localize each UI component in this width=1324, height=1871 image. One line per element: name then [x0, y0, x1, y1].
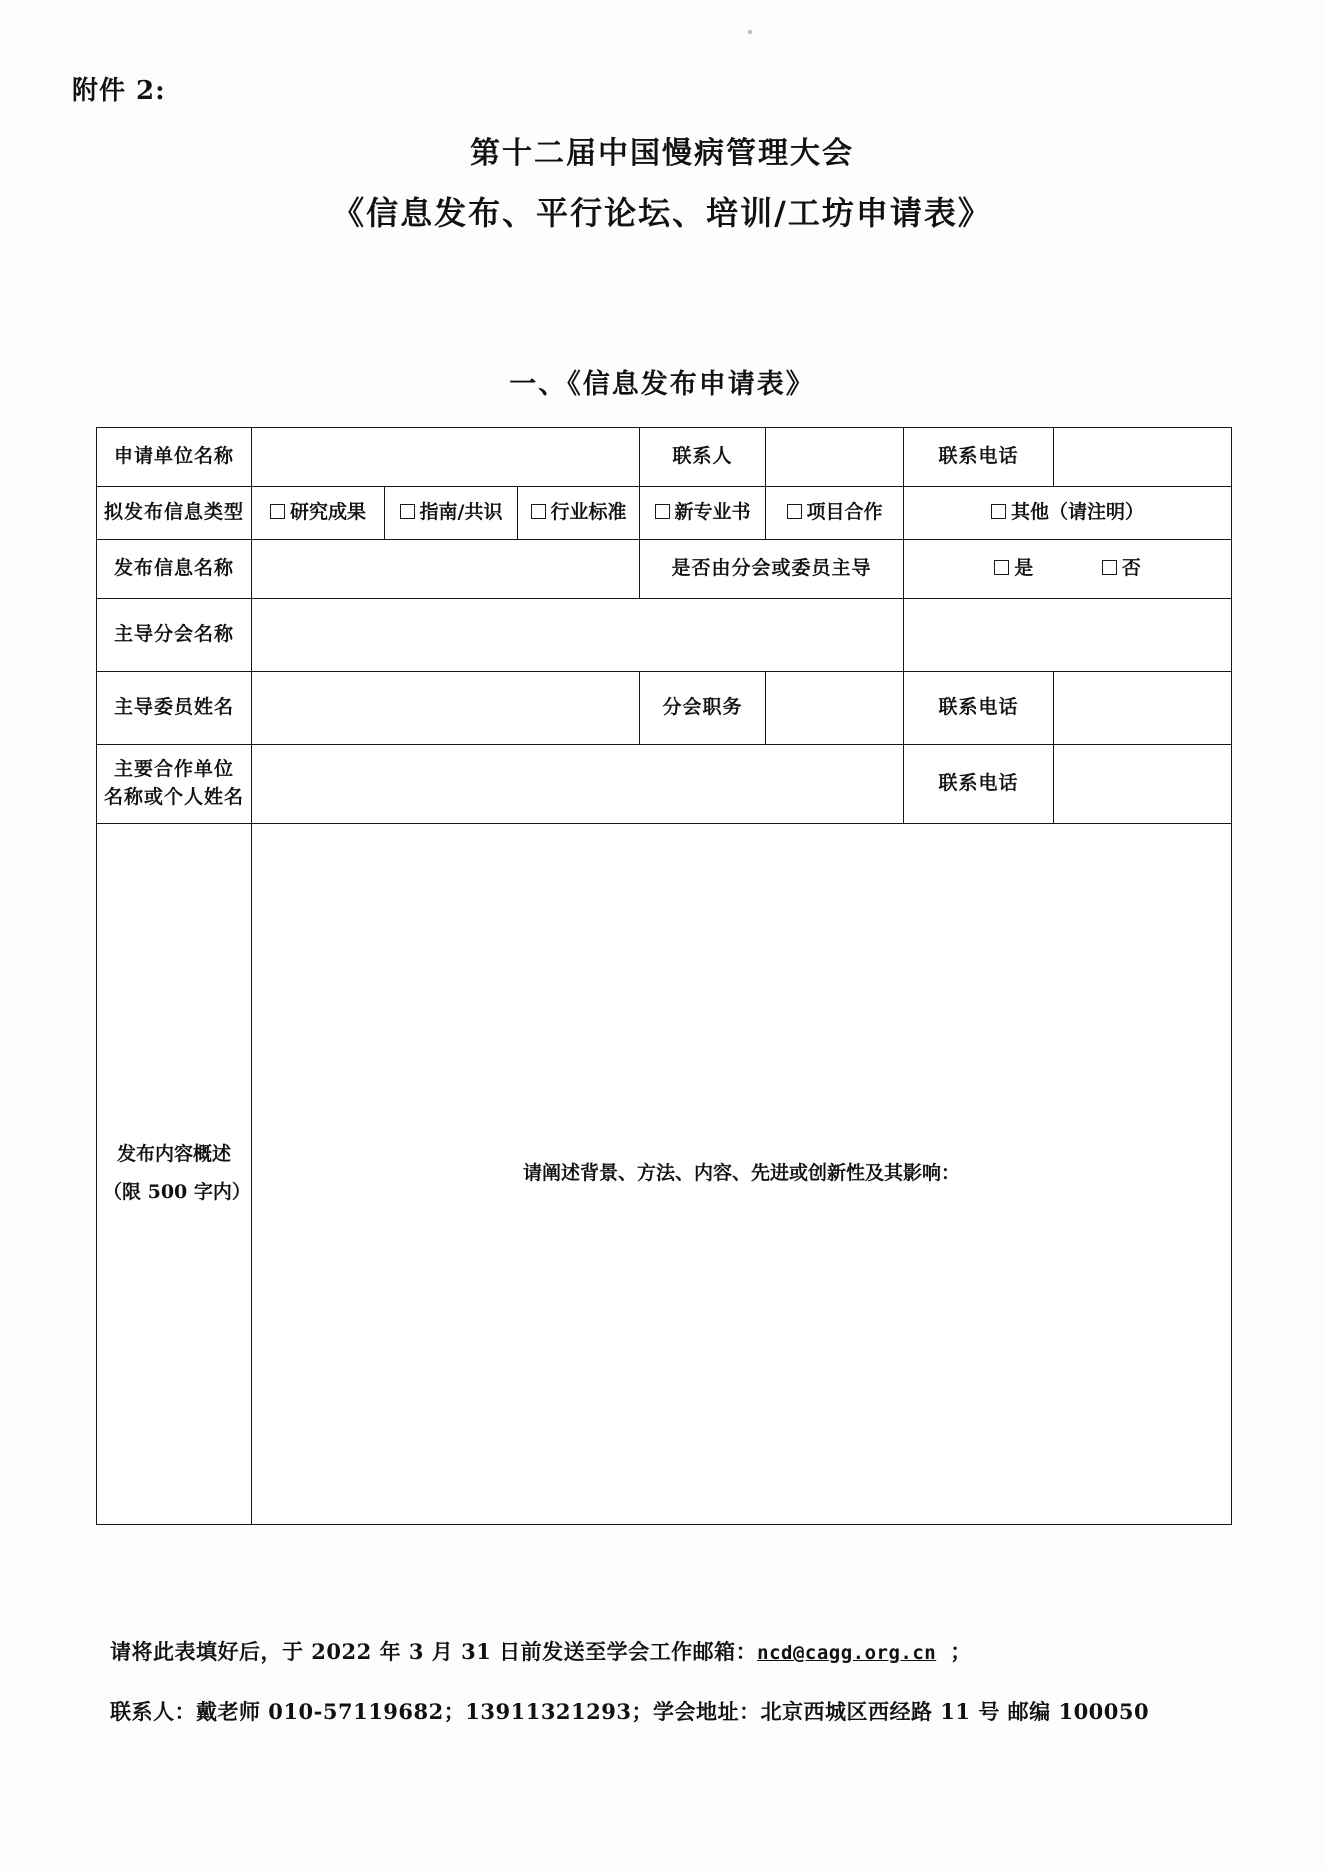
cell-label-info-type: 拟发布信息类型 [97, 487, 252, 540]
checkbox-label: 新专业书 [674, 501, 751, 524]
checkbox-icon[interactable] [991, 504, 1006, 519]
checkbox-option-project-cooperation[interactable] [766, 487, 904, 540]
cell-label-led-by-branch: 是否由分会或委员主导 [640, 540, 904, 599]
footer [110, 1636, 1230, 1756]
section-heading: 一、《信息发布申请表》 [509, 369, 815, 400]
table-row [97, 745, 1232, 824]
cell-value-partner-phone[interactable] [1054, 745, 1232, 824]
cell-label-applicant-unit: 申请单位名称 [97, 428, 252, 487]
checkbox-icon[interactable] [270, 504, 285, 519]
checkbox-icon[interactable] [400, 504, 415, 519]
contact-email-link[interactable]: ncd@cagg.org.cn [757, 1642, 937, 1664]
checkbox-label: 项目合作 [806, 501, 883, 524]
checkbox-icon[interactable] [655, 504, 670, 519]
checkbox-label: 行业标准 [550, 501, 627, 524]
partner-label-line2: 名称或个人姓名 [103, 786, 244, 808]
document-title-line2: 《信息发布、平行论坛、培训/工坊申请表》 [332, 194, 992, 232]
checkbox-icon[interactable] [994, 560, 1009, 575]
checkbox-option-other[interactable] [904, 487, 1232, 540]
cell-label-partner-phone: 联系电话 [904, 745, 1054, 824]
footer-text-before-email: 请将此表填好后，于 2022 年 3 月 31 日前发送至学会工作邮箱： [110, 1639, 758, 1664]
cell-label-contact-person: 联系人 [640, 428, 766, 487]
cell-label-leading-branch: 主导分会名称 [97, 599, 252, 672]
information-release-application-table [96, 427, 1232, 1525]
cell-value-content-summary[interactable] [252, 824, 1232, 1525]
cell-value-leading-member-name[interactable] [252, 672, 640, 745]
footer-submission-line [110, 1636, 1230, 1666]
cell-label-branch-post: 分会职务 [640, 672, 766, 745]
footer-text-after-email: ； [950, 1639, 972, 1664]
checkbox-label: 其他（请注明） [1011, 501, 1145, 524]
checkbox-option-yes[interactable] [994, 555, 1033, 583]
cell-label-member-phone: 联系电话 [904, 672, 1054, 745]
cell-value-leading-branch[interactable] [252, 599, 904, 672]
checkbox-option-research-result[interactable] [252, 487, 385, 540]
checkbox-icon[interactable] [787, 504, 802, 519]
table-row [97, 428, 1232, 487]
cell-led-by-branch-options[interactable] [904, 540, 1232, 599]
cell-value-info-name[interactable] [252, 540, 640, 599]
cell-value-main-partner[interactable] [252, 745, 904, 824]
cell-value-branch-post[interactable] [766, 672, 904, 745]
checkbox-option-no[interactable] [1102, 555, 1141, 583]
cell-value-member-phone[interactable] [1054, 672, 1232, 745]
cell-value-contact-phone[interactable] [1054, 428, 1232, 487]
cell-label-main-partner [97, 745, 252, 824]
checkbox-label: 是 [1014, 557, 1034, 580]
document-title-line1: 第十二届中国慢病管理大会 [470, 136, 854, 171]
table-row [97, 672, 1232, 745]
cell-label-info-name: 发布信息名称 [97, 540, 252, 599]
cell-label-leading-member-name: 主导委员姓名 [97, 672, 252, 745]
cell-label-contact-phone: 联系电话 [904, 428, 1054, 487]
checkbox-option-guideline-consensus[interactable] [385, 487, 518, 540]
cell-value-applicant-unit[interactable] [252, 428, 640, 487]
summary-prompt: 请阐述背景、方法、内容、先进或创新性及其影响： [523, 1162, 961, 1185]
checkbox-label: 研究成果 [289, 501, 366, 524]
cell-value-contact-person[interactable] [766, 428, 904, 487]
cell-label-content-summary [97, 824, 252, 1525]
table-row [97, 824, 1232, 1525]
checkbox-icon[interactable] [531, 504, 546, 519]
table-row [97, 540, 1232, 599]
summary-label-line1: 发布内容概述 [116, 1143, 231, 1166]
checkbox-option-new-professional-book[interactable] [640, 487, 766, 540]
footer-contact-line: 联系人：戴老师 010-57119682；13911321293；学会地址：北京西城区西经路 11 号 邮编 100050 [110, 1699, 1150, 1724]
table-row [97, 487, 1232, 540]
checkbox-label: 指南/共识 [419, 501, 503, 524]
checkbox-label: 否 [1121, 557, 1141, 580]
checkbox-option-industry-standard[interactable] [518, 487, 640, 540]
table-row [97, 599, 1232, 672]
cell-value-leading-branch-extra[interactable] [904, 599, 1232, 672]
checkbox-icon[interactable] [1102, 560, 1117, 575]
attachment-label: 附件 2: [72, 76, 166, 106]
partner-label-line1: 主要合作单位 [113, 758, 234, 781]
page-artifact-dot [748, 30, 752, 34]
summary-label-line2: （限 500 字内） [103, 1181, 251, 1203]
